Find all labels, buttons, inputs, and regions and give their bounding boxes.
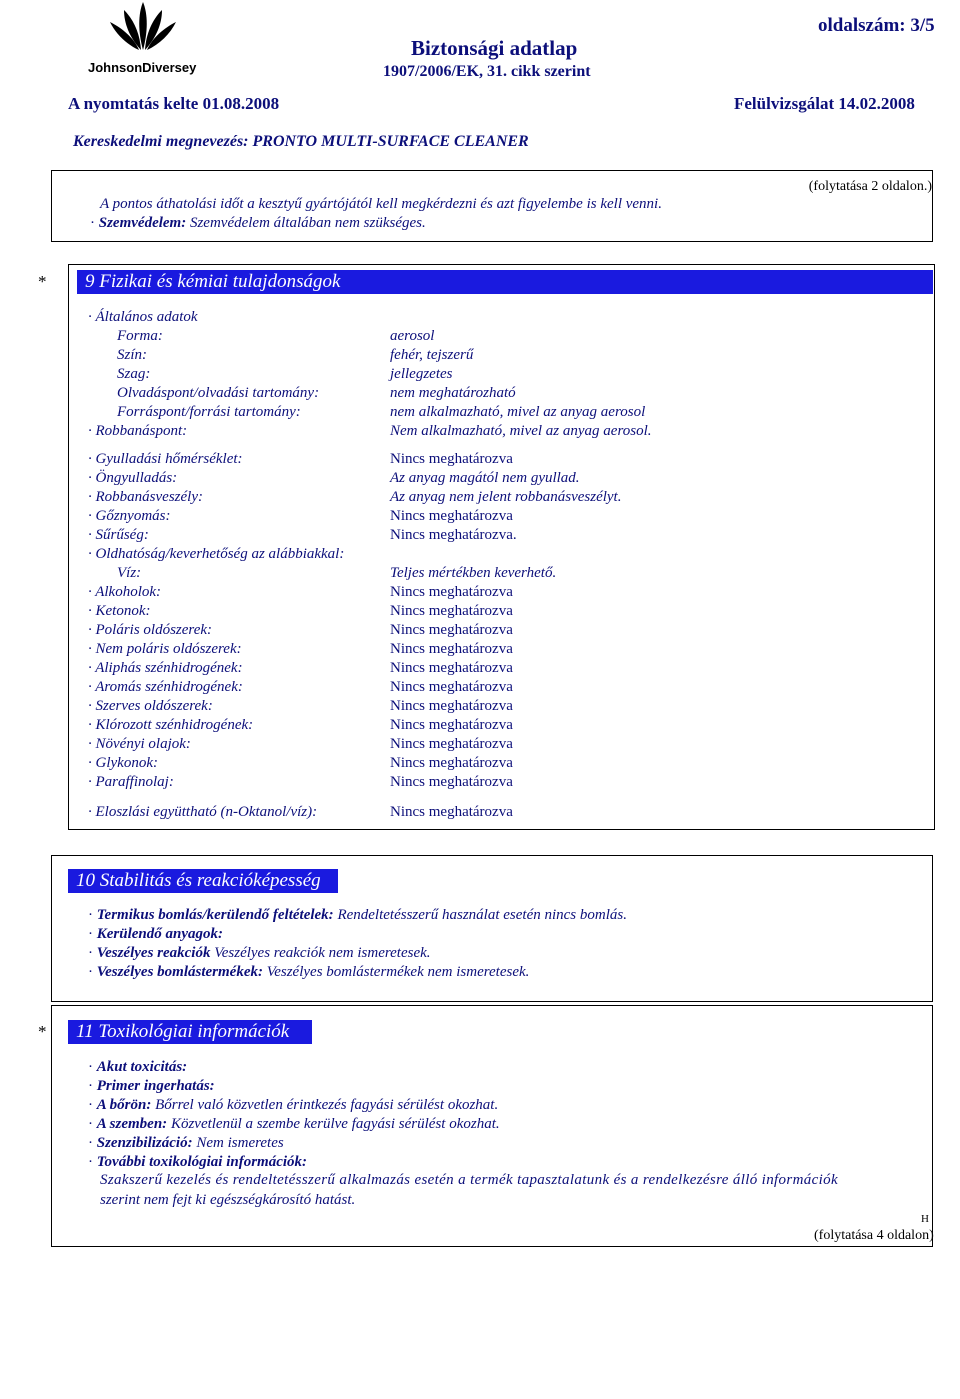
property-label: · Általános adatok [88,309,198,325]
property-value: jellegzetes [390,366,453,382]
property-label: · Poláris oldószerek: [88,622,213,638]
property-value: Az anyag magától nem gyullad. [390,470,580,486]
bullet: · [88,1078,97,1094]
property-label: · Öngyulladás: [88,470,178,486]
company-logo [88,2,198,80]
property-label: · Szerves oldószerek: [88,698,213,714]
property-label: · Növényi olajok: [88,736,191,752]
property-label: · Ketonok: [88,603,151,619]
bullet: · [88,907,97,923]
continuation-note: (folytatása 2 oldalon.) [808,179,932,194]
item-value: Közvetlenül a szembe kerülve fagyási sérülést okozhat. [167,1116,500,1132]
item-label: A bőrön: [96,1097,152,1113]
property-label: · Gőznyomás: [88,508,171,524]
property-label: Víz: [117,565,142,581]
bullet: · [88,1135,97,1151]
property-value: Nincs meghatározva [390,451,513,467]
item-label: Szenzibilizáció: [96,1135,193,1151]
property-label: Szín: [117,347,147,363]
property-value: Nincs meghatározva [390,736,513,752]
changed-marker: * [38,272,47,291]
info-item [88,1059,187,1076]
lotus-icon [108,2,178,52]
item-label: Kerülendő anyagok: [96,926,224,942]
item-label: Termikus bomlás/kerülendő feltételek: [96,907,334,923]
property-label: · Robbanásveszély: [88,489,203,505]
property-label: · Oldhatóság/keverhetőség az alábbiakkal: [88,546,345,562]
info-item [88,926,223,943]
bullet: · [88,1154,97,1170]
eye-protection-line: · Szemvédelem: Szemvédelem általában nem szükséges. [90,215,426,231]
property-label: Szag: [117,366,151,382]
property-value: nem meghatározható [390,385,516,401]
property-label: · Eloszlási együttható (n-Oktanol/víz): [88,804,318,820]
info-item [88,1078,215,1095]
property-label: · Sűrűség: [88,527,149,543]
property-value: fehér, tejszerű [390,347,474,363]
toxicology-paragraph-line2: szerint nem fejt ki egészségkárosító hatást. [100,1192,356,1208]
item-label: Akut toxicitás: [96,1059,188,1075]
regulation-text: 1907/2006/EK, 31. cikk szerint [383,63,591,80]
bullet: · [88,1059,97,1075]
item-value: Rendeltetésszerű használat esetén nincs bomlás. [333,907,627,923]
property-value: Az anyag nem jelent robbanásveszélyt. [390,489,622,505]
property-label: · Alkoholok: [88,584,162,600]
property-label: Forráspont/forrási tartomány: [117,404,301,420]
property-value: Nincs meghatározva [390,603,513,619]
info-item [88,945,431,962]
footer-mark: H [921,1213,929,1225]
section-11-heading: 11 Toxikológiai információk [68,1020,312,1044]
page-number: oldalszám: 3/5 [818,15,935,36]
property-label: · Aromás szénhidrogének: [88,679,243,695]
property-value: Nincs meghatározva [390,717,513,733]
property-label: Olvadáspont/olvadási tartomány: [117,385,320,401]
continuation-box [51,170,933,242]
item-value: Nem ismeretes [192,1135,284,1151]
revision-date: Felülvizsgálat 14.02.2008 [734,94,915,113]
property-value: Nem alkalmazható, mivel az anyag aerosol. [390,423,652,439]
info-item [88,1116,500,1133]
bullet: · [88,1097,97,1113]
property-value: Nincs meghatározva. [390,527,517,543]
eye-protection-label: Szemvédelem: [98,215,187,231]
section-9-heading: 9 Fizikai és kémiai tulajdonságok [77,270,933,294]
property-value: Nincs meghatározva [390,804,513,820]
property-value: Nincs meghatározva [390,698,513,714]
bullet: · [88,1116,97,1132]
item-value: Bőrrel való közvetlen érintkezés fagyási sérülést okozhat. [151,1097,499,1113]
section-10-heading: 10 Stabilitás és reakcióképesség [68,869,338,893]
property-value: Nincs meghatározva [390,774,513,790]
property-label: · Robbanáspont: [88,423,188,439]
item-value: Veszélyes bomlástermékek nem ismeretesek. [262,964,530,980]
info-item [88,1097,498,1114]
property-label: · Nem poláris oldószerek: [88,641,242,657]
item-label: Veszélyes bomlástermékek: [96,964,263,980]
item-label: További toxikológiai információk: [96,1154,308,1170]
property-label: · Klórozott szénhidrogének: [88,717,254,733]
item-label: A szemben: [96,1116,168,1132]
property-value: nem alkalmazható, mivel az anyag aerosol [390,404,646,420]
property-label: · Paraffinolaj: [88,774,174,790]
property-value: Nincs meghatározva [390,622,513,638]
item-label: Veszélyes reakciók [96,945,211,961]
property-value: Nincs meghatározva [390,755,513,771]
toxicology-paragraph-line1: Szakszerű kezelés és rendeltetésszerű alkalmazás esetén a termék tapasztalatunk és a rendelkezésre álló információk [100,1172,839,1188]
info-item [88,907,627,924]
property-value: Nincs meghatározva [390,584,513,600]
changed-marker-11: * [38,1022,47,1041]
item-value: Veszélyes reakciók nem ismeretesek. [210,945,431,961]
document-title: Biztonsági adatlap [411,36,578,60]
info-item [88,1135,284,1152]
property-label: Forma: [117,328,163,344]
trade-name: Kereskedelmi megnevezés: PRONTO MULTI-SURFACE CLEANER [73,133,529,150]
property-label: · Aliphás szénhidrogének: [88,660,243,676]
info-item [88,1154,307,1171]
eye-protection-value: Szemvédelem általában nem szükséges. [189,215,426,231]
property-value: Teljes mértékben keverhető. [390,565,557,581]
print-date: A nyomtatás kelte 01.08.2008 [68,94,280,113]
logo-wordmark: JohnsonDiversey [88,60,197,75]
property-label: · Glykonok: [88,755,158,771]
property-value: Nincs meghatározva [390,641,513,657]
bullet: · [88,926,97,942]
bullet: · [88,964,97,980]
property-label: · Gyulladási hőmérséklet: [88,451,243,467]
gloves-text: A pontos áthatolási időt a kesztyű gyártójától kell megkérdezni és azt figyelembe is kell venni. [100,196,662,212]
property-value: Nincs meghatározva [390,508,513,524]
info-item [88,964,529,981]
bullet: · [88,945,97,961]
property-value: Nincs meghatározva [390,660,513,676]
property-value: Nincs meghatározva [390,679,513,695]
property-value: aerosol [390,328,435,344]
continued-note: (folytatása 4 oldalon) [814,1228,934,1243]
item-label: Primer ingerhatás: [96,1078,215,1094]
